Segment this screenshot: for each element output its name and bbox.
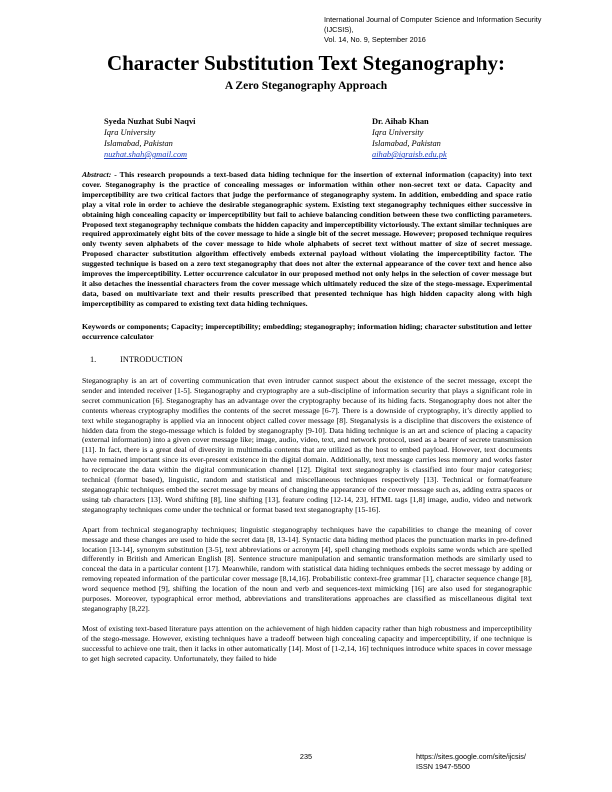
- author-email-link[interactable]: aihab@iqraisb.edu.pk: [372, 150, 447, 159]
- author-affiliation: Iqra University: [104, 128, 156, 137]
- section-title: INTRODUCTION: [120, 355, 183, 364]
- abstract-label: Abstract: -: [82, 170, 117, 179]
- paper-title: Character Substitution Text Steganography:: [106, 51, 506, 75]
- abstract: [82, 170, 532, 309]
- body-text: [82, 376, 532, 673]
- journal-volume: Vol. 14, No. 9, September 2016: [324, 35, 426, 44]
- author-location: Islamabad, Pakistan: [372, 139, 441, 148]
- page-number: 235: [299, 752, 313, 761]
- author-name: Dr. Aihab Khan: [372, 117, 429, 126]
- author-name: Syeda Nuzhat Subi Naqvi: [104, 117, 196, 126]
- journal-name: International Journal of Computer Science and Information Security (IJCSIS),: [324, 15, 542, 34]
- keywords: Keywords or components; Capacity; imperceptibility; embedding; steganography; information hiding; character substitution and letter occurrence calculator: [82, 322, 532, 341]
- author-block-2: [372, 116, 572, 160]
- paragraph: Apart from technical steganography techniques; linguistic steganography techniques have the capabilities to change the meaning of cover message and these changes are used to hide the secret data [8, 13-14]. Syntactic data hiding method places the punctuation marks in pre-defined location [13-14], synonym substitution [3-5], text abbreviations or acronym [4], spell changing methods exploits same words which are spelled differently in British and American English [8]. Sentence structure manipulation and semantic transformation methods are similarly used to conceal the data in a particular content [17]. Meanwhile, random with statistical data hiding techniques embeds the secret message by adding or removing repeated information of the particular cover message [8,14,16]. Probabilistic context-free grammar [1], character sequence change [8], word sequence method [9], shifting the location of the noun and verb and sequences-text mimicking [16] are also used for steganographic purposes. Moreover, typographical error method, abbreviations and transliterations approaches are classified as miscellaneous digital text steganography [8,22].: [82, 524, 532, 613]
- section-number: 1.: [90, 355, 97, 364]
- footer-issn: ISSN 1947-5500: [416, 762, 470, 771]
- abstract-text: This research propounds a text-based data hiding technique for the insertion of external information (capacity) into text cover. Steganography is the practice of concealing messages or information within other non-secret text or data. Capacity and imperceptibility are two critical factors that judge the performance of steganography system. In addition, embedding and space ratio play a vital role in order to achieve the desirable steganographic system. Existing text steganography techniques either successive in obtaining high concealing capacity or imperceptibility but fail to achieve balancing condition between these two conflicting parameters. Proposed text steganography technique combats the hidden capacity and imperceptibility victoriously. The extant similar techniques are required approximately eight bits of the cover message to hide a single bit of the secret message. However; proposed technique requires only twenty seven alphabets of the cover message to hide whole alphabets of secret text without matter of size of secret message. Proposed character substitution algorithm effectively embeds external payload without violating the imperceptibility factor. The suggested technique is based on a zero text steganography that does not alter the external appearance of the cover text and hence also improves the imperceptibility. Letter occurrence calculator in our proposed method not only helps in the selection of cover message but it also detaches the inessential characters from the cover message which ultimately reduced the size of the stego-message. Experimental data, based on multivariate text and their results prescribed that presented technique has high hidden capacity along with high imperceptibility as compared to existing text data hiding techniques.: [82, 170, 532, 308]
- journal-header: [324, 15, 564, 45]
- footer-url-link[interactable]: https://sites.google.com/site/ijcsis/: [416, 752, 526, 761]
- footer-info: [416, 752, 576, 772]
- author-affiliation: Iqra University: [372, 128, 424, 137]
- paragraph: Steganography is an art of coverting communication that even intruder cannot suspect about the existence of the secret message, except the sender and intended receiver [1-5]. Steganography and cryptography are a sub-discipline of information security that plays a significant role in secret communication [6]. Steganography has an advantage over the cryptography because of its hiding facts. Steganography does not alter the contents whereas cryptography modifies the contents of the secret message [6-7]. There is a downside of cryptography, it’s directly applied to text while steganography is applied via an innocent object called cover message [8]. Steganalysis is a discipline that discovers the existence of hidden data from the stego-message which is folded by steganography [9-10]. Data hiding technique is an art and science of placing a capacity (external information) into a given cover message like; image, audio, video, text, and network protocol, used as a bearer of secrete transmission [11]. In fact, there is a great deal of diversity in multimedia contents that are utilized as the host to embed payload. However, text documents have remained important since its ever-present existence in the digital domain. Additionally, text message carries less memory and works faster to reciprocate the data within the digital communication channel [12]. Digital text steganography is classified into four major categories; technical (format based), linguistic, random and statistical and miscellaneous techniques respectively [13]. Technical or format/feature steganographic techniques embed the secret message by means of changing the appearance of the cover message such as, adding extra spaces or using tab characters [13]. Word shifting [8], line shifting [13], feature coding [12-14, 23], HTML tags [1,8] image, audio, video and network steganography techniques come under the technical or format based text steganography [15-16].: [82, 376, 532, 514]
- paper-subtitle: A Zero Steganography Approach: [224, 80, 388, 92]
- author-email-link[interactable]: nuzhat.shah@gmail.com: [104, 150, 188, 159]
- author-location: Islamabad, Pakistan: [104, 139, 173, 148]
- section-heading: [90, 354, 183, 365]
- author-block-1: [104, 116, 304, 160]
- paragraph: Most of existing text-based literature pays attention on the achievement of high hidden capacity rather than high robustness and imperceptibility of the stego-message. However, existing techniques have a tradeoff between high concealing capacity and imperceptibility, if one technique is successful to achieve one trait, then it lacks in other automatically [14]. Most of [1-2,14, 16] techniques introduce white spaces in cover message to get high secreted capacity. Unfortunately, they failed to hide: [82, 623, 532, 663]
